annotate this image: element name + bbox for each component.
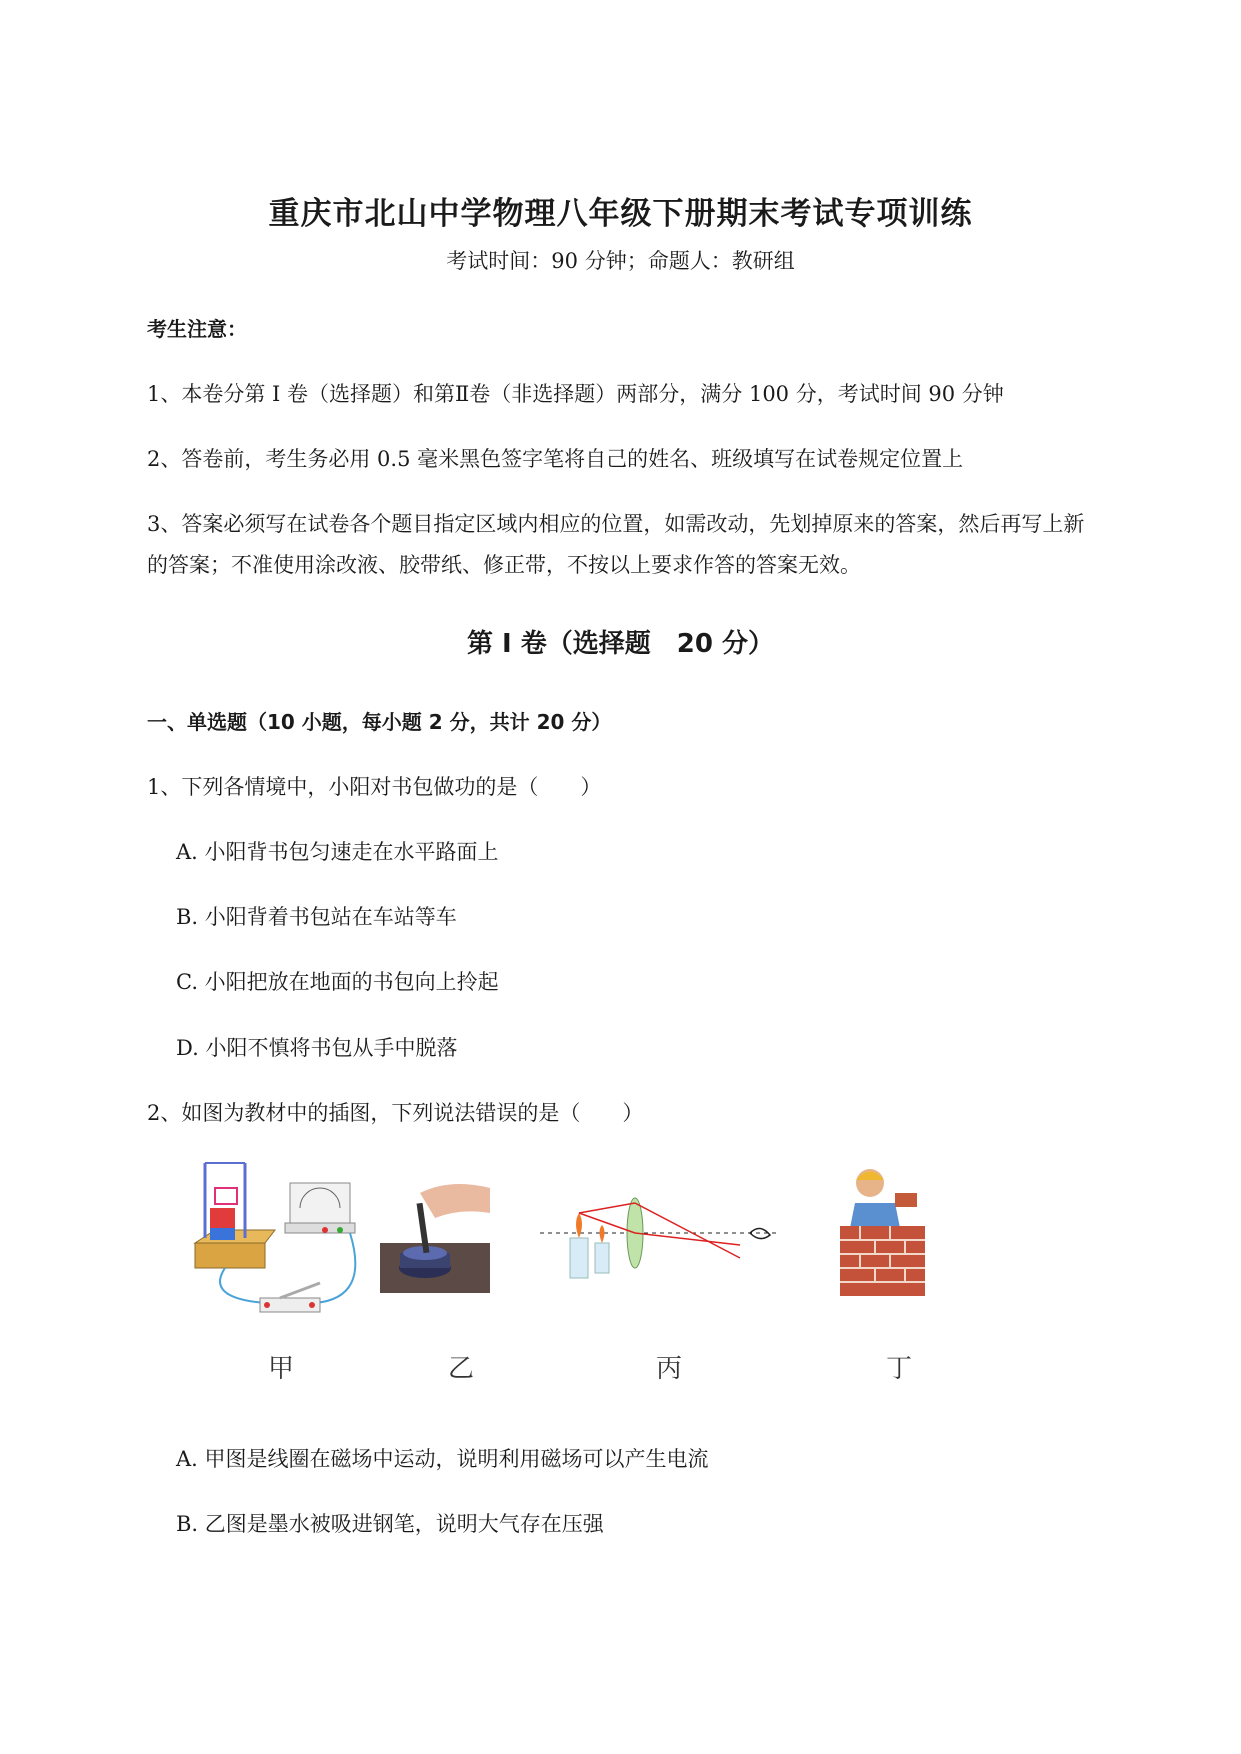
notice-item: 1、本卷分第 I 卷（选择题）和第Ⅱ卷（非选择题）两部分，满分 100 分，考试时间 90 分钟 <box>147 382 1004 406</box>
figure-label-ding: 丁 <box>886 1354 913 1384</box>
option-a: A. 甲图是线圈在磁场中运动，说明利用磁场可以产生电流 <box>176 1447 709 1471</box>
induction-apparatus-image <box>185 1158 395 1338</box>
figure-label-bing: 丙 <box>656 1354 683 1384</box>
figure-label-yi: 乙 <box>448 1354 475 1384</box>
option-d: D. 小阳不慎将书包从手中脱落 <box>176 1036 458 1060</box>
option-b: B. 乙图是墨水被吸进钢笔，说明大气存在压强 <box>176 1512 604 1536</box>
notice-item: 2、答卷前，考生务必用 0.5 毫米黑色签字笔将自己的姓名、班级填写在试卷规定位置上 <box>147 447 964 471</box>
notice-item-continued: 的答案；不准使用涂改液、胶带纸、修正带，不按以上要求作答的答案无效。 <box>147 553 861 577</box>
notice-heading: 考生注意： <box>147 317 247 341</box>
bricklayer-image <box>830 1158 940 1298</box>
question-stem: 2、如图为教材中的插图，下列说法错误的是（ ） <box>147 1101 644 1125</box>
lens-optics-image <box>540 1183 780 1293</box>
page-title: 重庆市北山中学物理八年级下册期末考试专项训练 <box>268 196 973 232</box>
textbook-illustration <box>185 1158 1085 1388</box>
option-a: A. 小阳背书包匀速走在水平路面上 <box>176 840 499 864</box>
figure-label-jia: 甲 <box>268 1354 295 1384</box>
part-heading: 一、单选题（10 小题，每小题 2 分，共计 20 分） <box>147 710 612 734</box>
exam-info: 考试时间：90 分钟；命题人：教研组 <box>446 249 795 273</box>
section-title: 第 I 卷（选择题 20 分） <box>466 629 774 659</box>
ink-pen-image <box>380 1173 500 1293</box>
option-c: C. 小阳把放在地面的书包向上拎起 <box>176 970 499 994</box>
option-b: B. 小阳背着书包站在车站等车 <box>176 905 457 929</box>
question-stem: 1、下列各情境中，小阳对书包做功的是（ ） <box>147 775 602 799</box>
notice-item: 3、答案必须写在试卷各个题目指定区域内相应的位置，如需改动，先划掉原来的答案，然后再写上新 <box>147 512 1085 536</box>
